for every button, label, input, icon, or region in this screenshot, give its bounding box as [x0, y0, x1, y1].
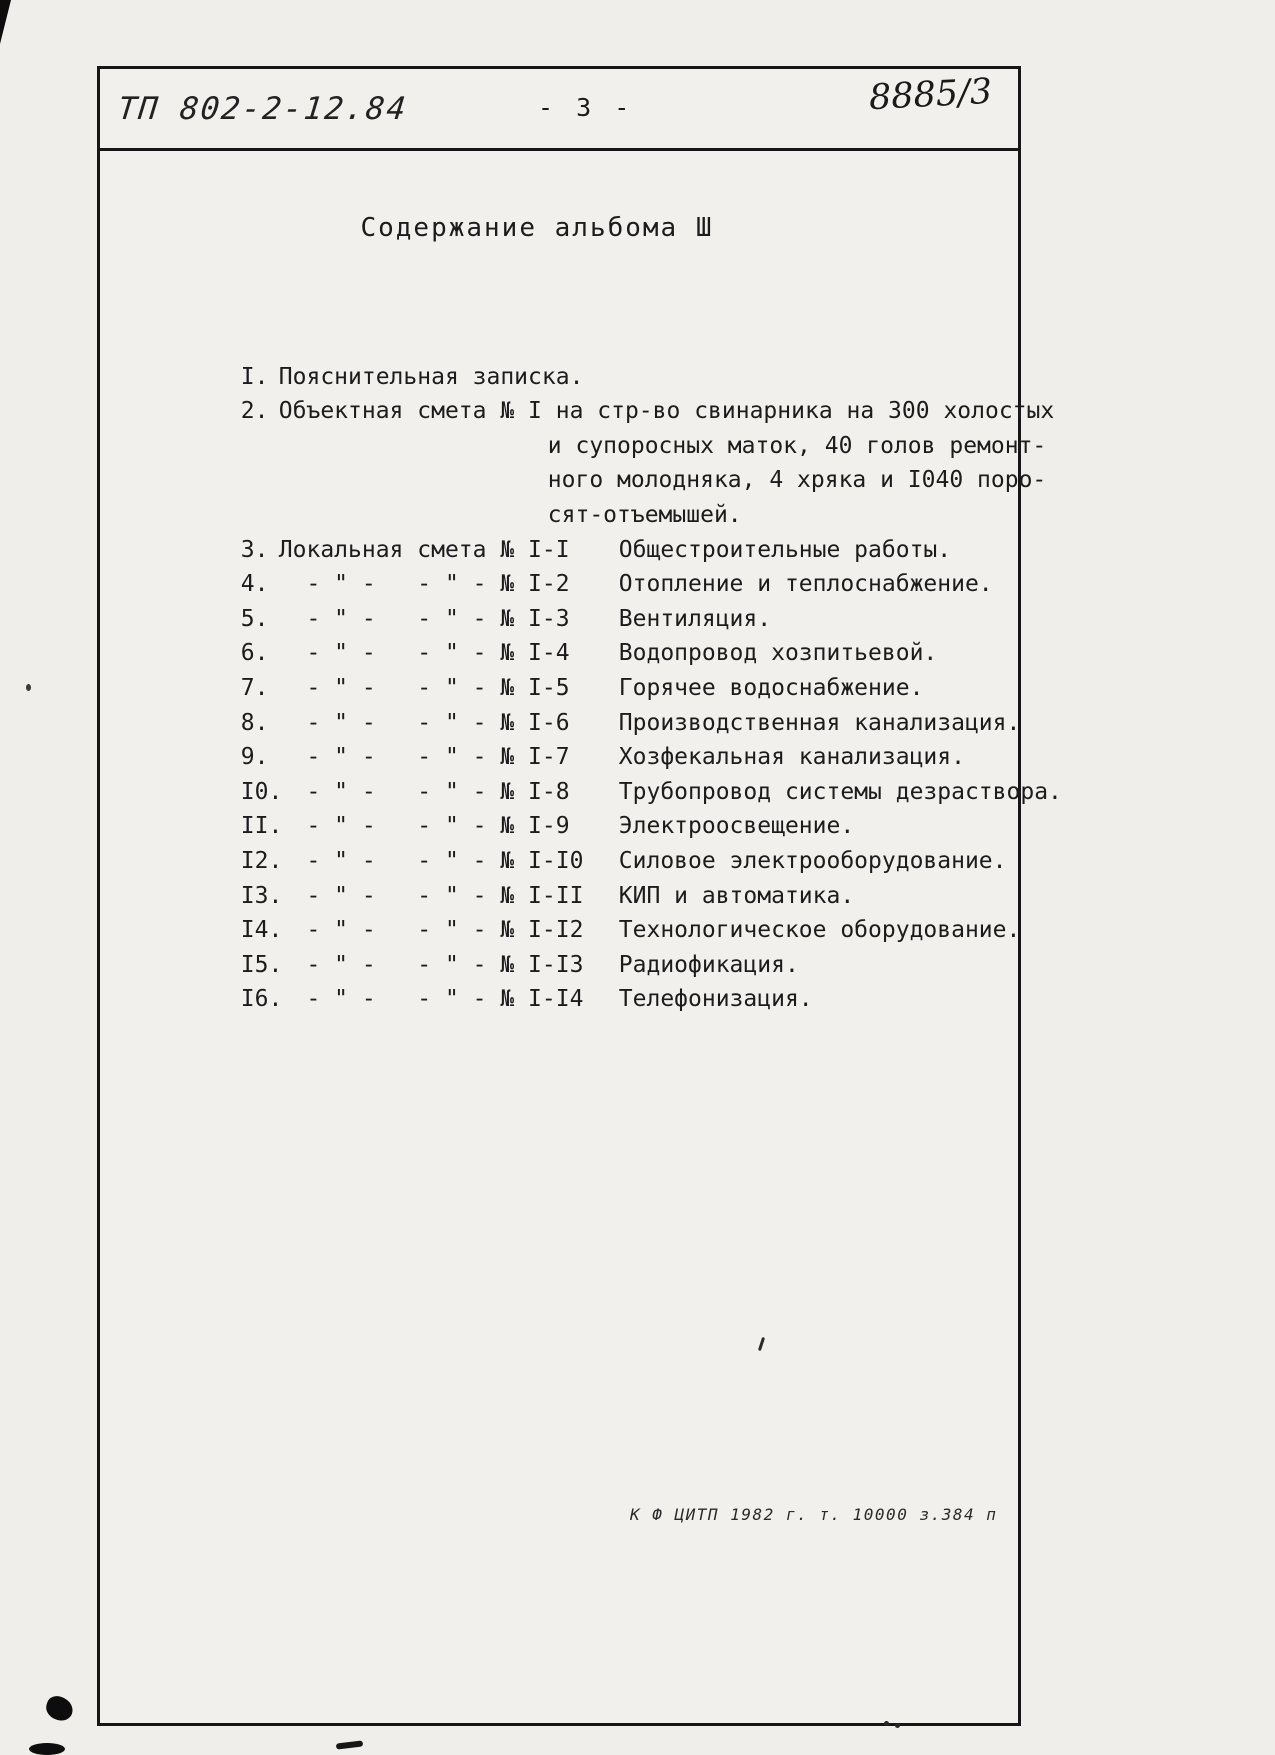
item-number: 5. [240, 605, 269, 632]
item-number: I6. [240, 986, 283, 1013]
item-description: Водопровод хозпитьевой. [618, 640, 938, 667]
item-reference: - " - - " - № I-5 [278, 674, 570, 701]
scan-artifact [29, 1743, 65, 1755]
scan-artifact [336, 1740, 364, 1749]
item-reference: - " - - " - № I-9 [278, 813, 570, 840]
print-info: К Ф ЦИТП 1982 г. т. 10000 з.384 п [630, 1505, 998, 1524]
header-strip [100, 69, 1018, 151]
item-reference: и супоросных маток, 40 голов ремонт- [547, 432, 1047, 459]
item-reference: - " - - " - № I-3 [278, 605, 570, 632]
item-description: Трубопровод системы дезраствора. [618, 778, 1062, 805]
item-description: Электроосвещение. [618, 813, 855, 840]
item-number: 2. [240, 398, 269, 425]
scan-artifact [26, 684, 31, 691]
item-number: I3. [240, 882, 283, 909]
item-number: 4. [240, 571, 269, 598]
doc-code: ТП 802-2-12.84 [116, 91, 410, 127]
item-reference: - " - - " - № I-7 [278, 744, 570, 771]
item-description: Силовое электрооборудование. [618, 847, 1007, 874]
page-number: - 3 - [538, 93, 634, 122]
item-number: 9. [240, 744, 269, 771]
item-description: КИП и автоматика. [618, 882, 855, 909]
item-reference: Объектная смета № I на стр-во свинарника на 300 холостых [278, 398, 1055, 425]
toc-list [130, 325, 1062, 1013]
item-reference: - " - - " - № I-II [278, 882, 584, 909]
toc-row [130, 325, 988, 390]
scan-artifact [884, 1721, 889, 1726]
item-reference: - " - - " - № I-4 [278, 640, 570, 667]
item-number: I5. [240, 951, 283, 978]
item-description: Отопление и теплоснабжение. [618, 571, 993, 598]
scan-artifact [43, 1693, 76, 1723]
item-number: I0. [240, 778, 283, 805]
item-number: 3. [240, 536, 269, 563]
item-reference: - " - - " - № I-2 [278, 571, 570, 598]
item-number: II. [240, 813, 283, 840]
item-reference: Пояснительная записка. [278, 363, 584, 390]
item-reference: - " - - " - № I-I2 [278, 917, 584, 944]
item-reference: - " - - " - № I-I0 [278, 847, 584, 874]
item-number: I. [240, 363, 269, 390]
item-reference: Локальная смета № I-I [278, 536, 570, 563]
item-reference: - " - - " - № I-I4 [278, 986, 584, 1013]
item-description: Горячее водоснабжение. [618, 674, 924, 701]
item-number: 6. [240, 640, 269, 667]
item-reference: - " - - " - № I-8 [278, 778, 570, 805]
item-reference: - " - - " - № I-6 [278, 709, 570, 736]
item-reference: сят-отъемышей. [547, 501, 742, 528]
item-number: 7. [240, 674, 269, 701]
item-reference: - " - - " - № I-I3 [278, 951, 584, 978]
item-description: Общестроительные работы. [618, 536, 952, 563]
stamp-number: 8885/3 [867, 71, 993, 119]
scan-artifact [0, 0, 11, 44]
item-reference: ного молодняка, 4 хряка и I040 поро- [547, 467, 1047, 494]
item-number: I2. [240, 847, 283, 874]
item-description: Технологическое оборудование. [618, 917, 1021, 944]
page-title: Содержание альбома Ш [360, 213, 714, 243]
item-description: Производственная канализация. [618, 709, 1021, 736]
item-number: 8. [240, 709, 269, 736]
item-description: Хозфекальная канализация. [618, 744, 965, 771]
item-description: Вентиляция. [618, 605, 772, 632]
item-number: I4. [240, 917, 283, 944]
page-frame [97, 66, 1062, 1726]
item-description: Радиофикация. [618, 951, 799, 978]
item-description: Телефонизация. [618, 986, 813, 1013]
page-content [100, 211, 1062, 1013]
